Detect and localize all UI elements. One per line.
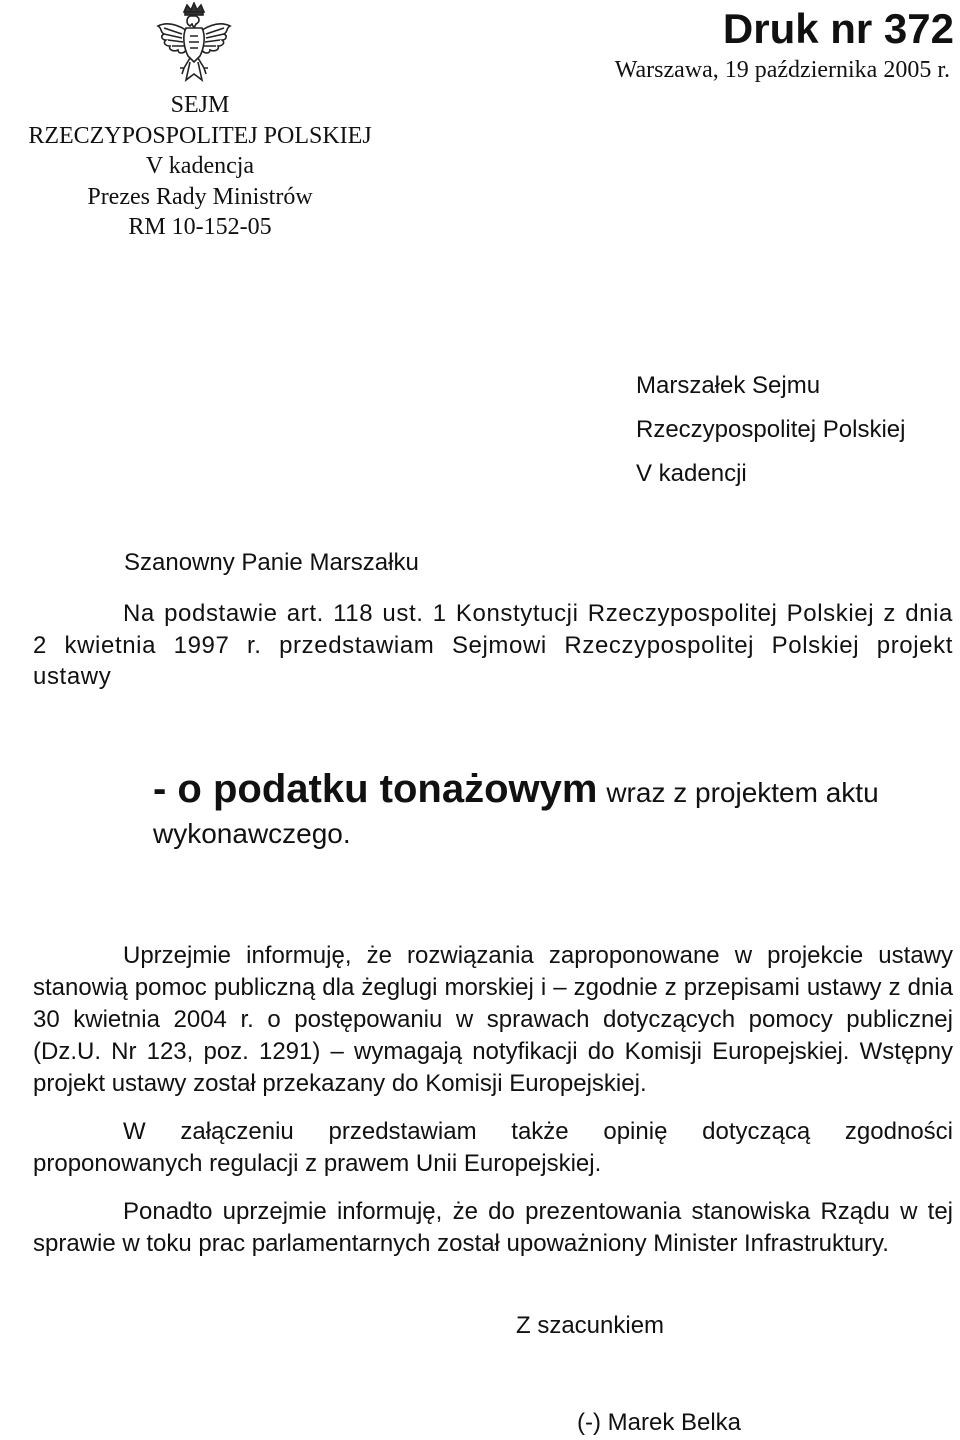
intro-text: Na podstawie art. 118 ust. 1 Konstytucji Rzeczypospolitej Polskiej z dnia 2 kwietnia 1997 r. przedstawiam Sejmowi Rzeczypospolitej Polskiej projekt ustawy (33, 600, 953, 690)
bill-subject (153, 765, 953, 849)
signature: (-) Marek Belka (577, 1409, 742, 1436)
addressee-line: V kadencji (636, 460, 747, 487)
polish-eagle-emblem-icon (156, 2, 232, 86)
sender-line: Prezes Rady Ministrów (87, 183, 313, 210)
addressee-block (636, 364, 905, 496)
letter-body (33, 940, 953, 1260)
bill-title-tail: wykonawczego. (153, 818, 351, 849)
addressee-line: Rzeczypospolitej Polskiej (636, 416, 906, 443)
body-paragraph: W załączeniu przedstawiam także opinię dotyczącą zgodności proponowanych regulacji z prawem Unii Europejskiej. (33, 1118, 953, 1177)
sender-line: SEJM (170, 92, 230, 118)
bill-title-continuation: wraz z projektem aktu (606, 777, 879, 808)
body-paragraph: Uprzejmie informuję, że rozwiązania zaproponowane w projekcie ustawy stanowią pomoc publiczną dla żeglugi morskiej i – zgodnie z przepisami ustawy z dnia 30 kwietnia 2004 r. o postępowaniu w sprawach dotyczących pomocy publicznej (Dz.U. Nr 123, poz. 1291) – wymagają notyfikacji do Komisji Europejskiej. Wstępny projekt ustawy został przekazany do Komisji Europejskiej. (33, 942, 953, 1097)
addressee-line: Marszałek Sejmu (636, 372, 821, 399)
sender-block (0, 90, 400, 243)
print-number: Druk nr 372 (722, 5, 954, 52)
sender-line: RZECZYPOSPOLITEJ POLSKIEJ (28, 122, 372, 149)
intro-paragraph (33, 598, 953, 693)
sender-line: V kadencja (145, 153, 255, 179)
place-date: Warszawa, 19 października 2005 r. (614, 57, 950, 83)
sender-reference-number: RM 10-152-05 (128, 214, 272, 240)
salutation: Szanowny Panie Marszałku (124, 549, 419, 576)
bill-title: - o podatku tonażowym (153, 767, 598, 811)
body-paragraph: Ponadto uprzejmie informuję, że do prezentowania stanowiska Rządu w tej sprawie w toku prac parlamentarnych został upoważniony Minister Infrastruktury. (33, 1198, 953, 1257)
closing: Z szacunkiem (516, 1312, 665, 1339)
